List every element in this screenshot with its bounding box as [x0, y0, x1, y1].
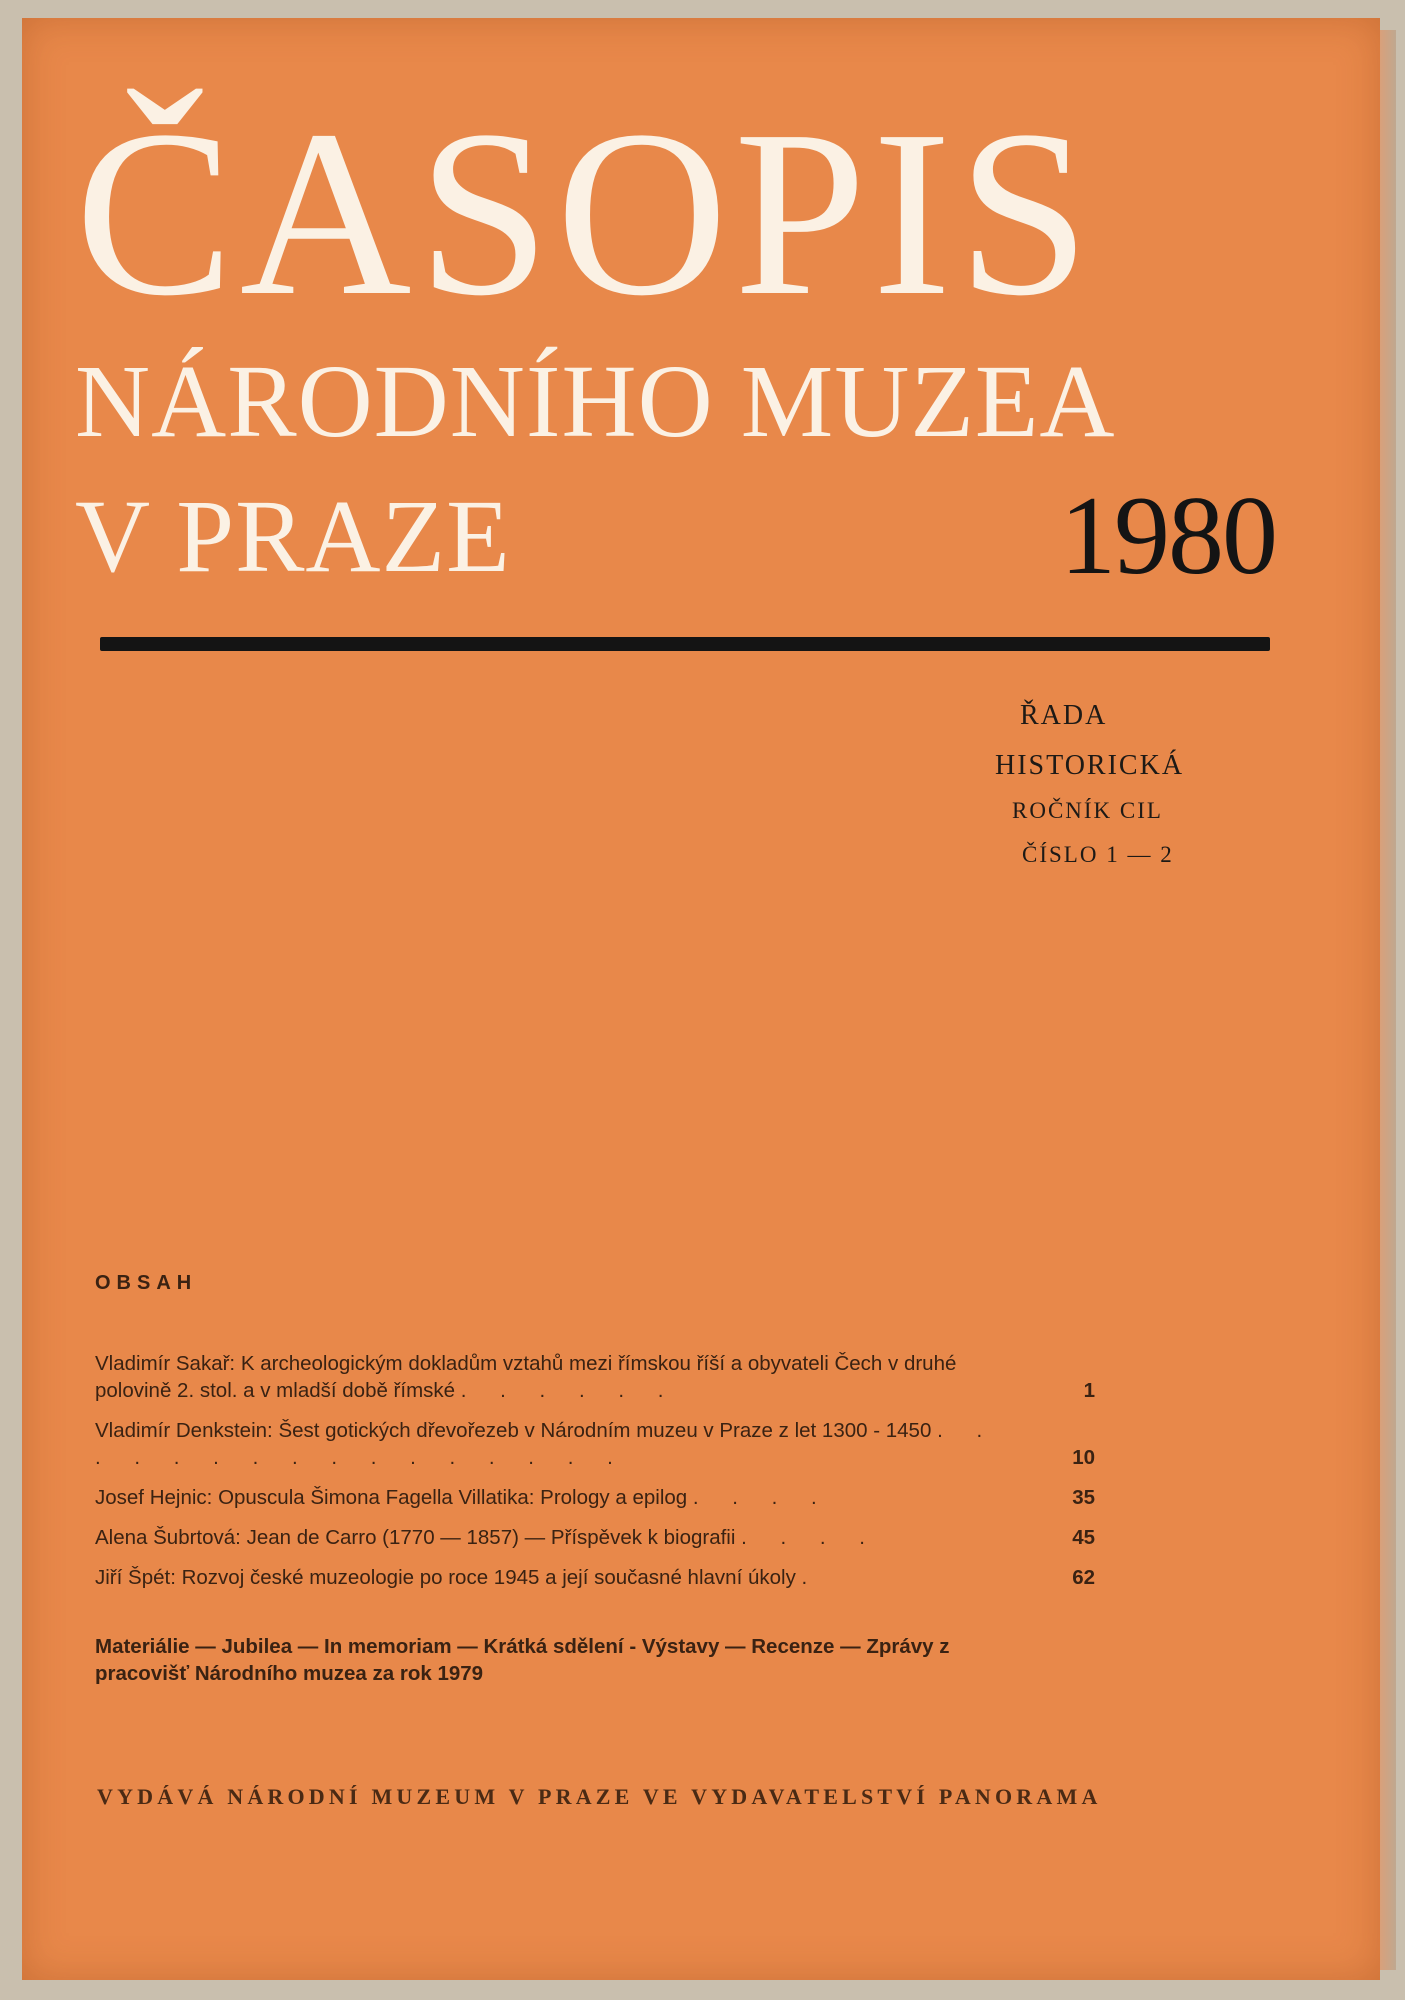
toc-page: 45: [1072, 1526, 1095, 1549]
toc-entry: [95, 1350, 1095, 1404]
toc-title: K archeologickým dokladům vztahů mezi římskou říší a obyvateli Čech v druhé polovině 2. stol. a v mladší době římské: [95, 1352, 957, 1402]
leader-dots: . . . . . . . . . . . . . . . .: [95, 1419, 997, 1469]
toc-author: Josef Hejnic:: [95, 1486, 213, 1509]
toc-title: Opuscula Šimona Fagella Villatika: Prology a epilog: [218, 1486, 688, 1509]
title-line-2: NÁRODNÍHO MUZEA: [75, 344, 1116, 459]
leader-dots: . . . .: [692, 1486, 831, 1509]
toc-author: Vladimír Denkstein:: [95, 1419, 273, 1442]
series-line-2: HISTORICKÁ: [995, 750, 1185, 781]
leader-dots: .: [801, 1566, 822, 1589]
divider-rule: [100, 637, 1270, 651]
table-of-contents: [95, 1350, 1095, 1604]
toc-author: Jiří Špét:: [95, 1566, 176, 1589]
toc-author: Vladimír Sakař:: [95, 1352, 236, 1375]
toc-title: Šest gotických dřevořezeb v Národním muzeu v Praze z let 1300 - 1450: [278, 1419, 932, 1442]
contents-heading: OBSAH: [95, 1272, 198, 1294]
title-line-3: V PRAZE: [75, 479, 511, 594]
toc-page: 35: [1072, 1486, 1095, 1509]
leader-dots: . . . .: [741, 1526, 879, 1549]
toc-entry: [95, 1417, 1095, 1471]
toc-page: 10: [1072, 1446, 1095, 1469]
toc-misc-sections: Materiálie — Jubilea — In memoriam — Krátká sdělení - Výstavy — Recenze — Zprávy z pracovišť Národního muzea za rok 1979: [95, 1635, 950, 1685]
toc-entry: [95, 1484, 1095, 1511]
series-number: ČÍSLO 1 — 2: [1022, 842, 1174, 867]
leader-dots: . . . . . .: [460, 1379, 678, 1402]
series-line-1: ŘADA: [1020, 700, 1108, 731]
issue-year: 1980: [1060, 474, 1276, 598]
toc-title: Rozvoj české muzeologie po roce 1945 a její současné hlavní úkoly: [181, 1566, 796, 1589]
toc-author: Alena Šubrtová:: [95, 1526, 241, 1549]
toc-entry: [95, 1564, 1095, 1591]
series-volume: ROČNÍK CIL: [1012, 798, 1163, 823]
publisher-line: VYDÁVÁ NÁRODNÍ MUZEUM V PRAZE VE VYDAVATELSTVÍ PANORAMA: [97, 1784, 1102, 1809]
toc-page: 1: [1083, 1379, 1095, 1402]
title-main: ČASOPIS: [75, 82, 1096, 345]
toc-entry: [95, 1524, 1095, 1551]
toc-title: Jean de Carro (1770 — 1857) — Příspěvek k biografii: [246, 1526, 736, 1549]
toc-page: 62: [1072, 1566, 1095, 1589]
page-edge: [1380, 30, 1396, 1970]
